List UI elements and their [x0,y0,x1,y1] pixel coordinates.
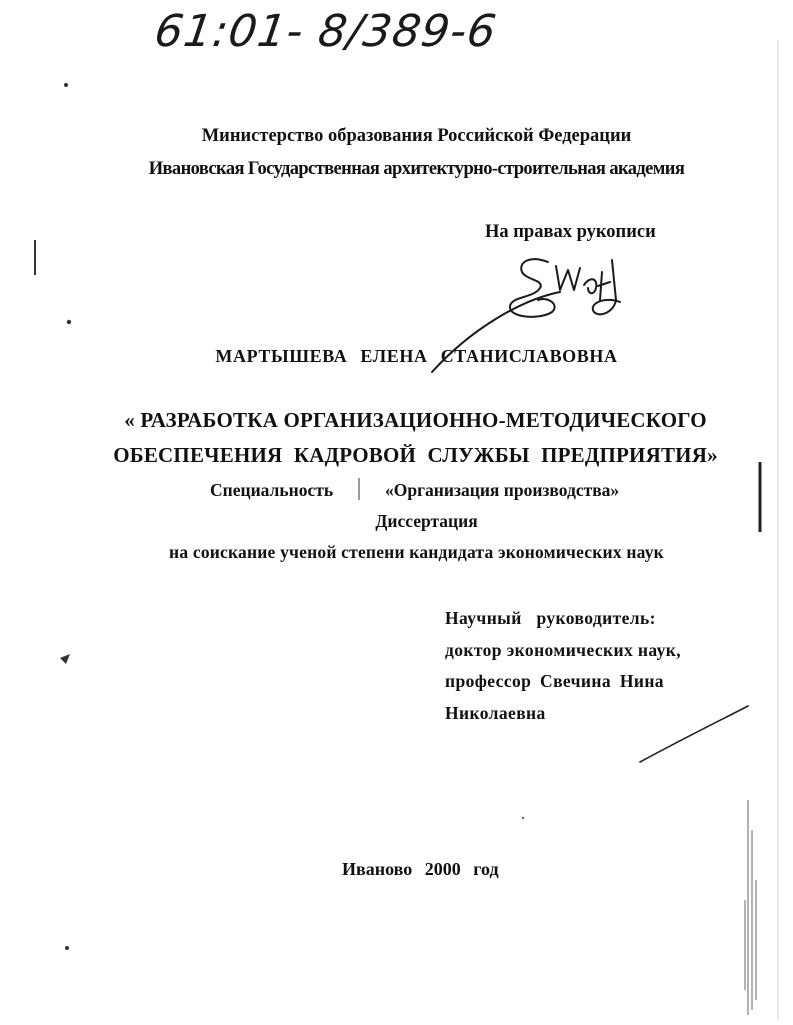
pen-stroke [640,706,748,762]
city-year: Иваново 2000 год [342,859,499,879]
dissertation-title-line-2: ОБЕСПЕЧЕНИЯ КАДРОВОЙ СЛУЖБЫ ПРЕДПРИЯТИЯ» [113,443,718,467]
author-name: МАРТЫШЕВА ЕЛЕНА СТАНИСЛАВОВНА [215,346,618,366]
specialty-value: «Организация производства» [385,480,620,500]
dissertation-title-line-1: « РАЗРАБОТКА ОРГАНИЗАЦИОННО-МЕТОДИЧЕСКОГО [124,408,707,432]
document-type: Диссертация [375,511,478,531]
ministry-name: Министерство образования Российской Федерации [201,126,632,146]
supervisor-line-4: Николаевна [445,703,546,723]
supervisor-line-3: профессор Свечина Нина [445,671,664,691]
supervisor-line-2: доктор экономических наук, [445,640,682,660]
supervisor-line-1: Научный руководитель: [445,608,656,628]
degree-line: на соискание ученой степени кандидата экономических наук [169,542,664,562]
specialty-label: Специальность [210,480,334,500]
archive-code: 61:01- 8/389-6 [151,6,500,57]
academy-name: Ивановская Государственная архитектурно-строительная академия [148,159,685,179]
manuscript-rights: На правах рукописи [485,222,656,242]
